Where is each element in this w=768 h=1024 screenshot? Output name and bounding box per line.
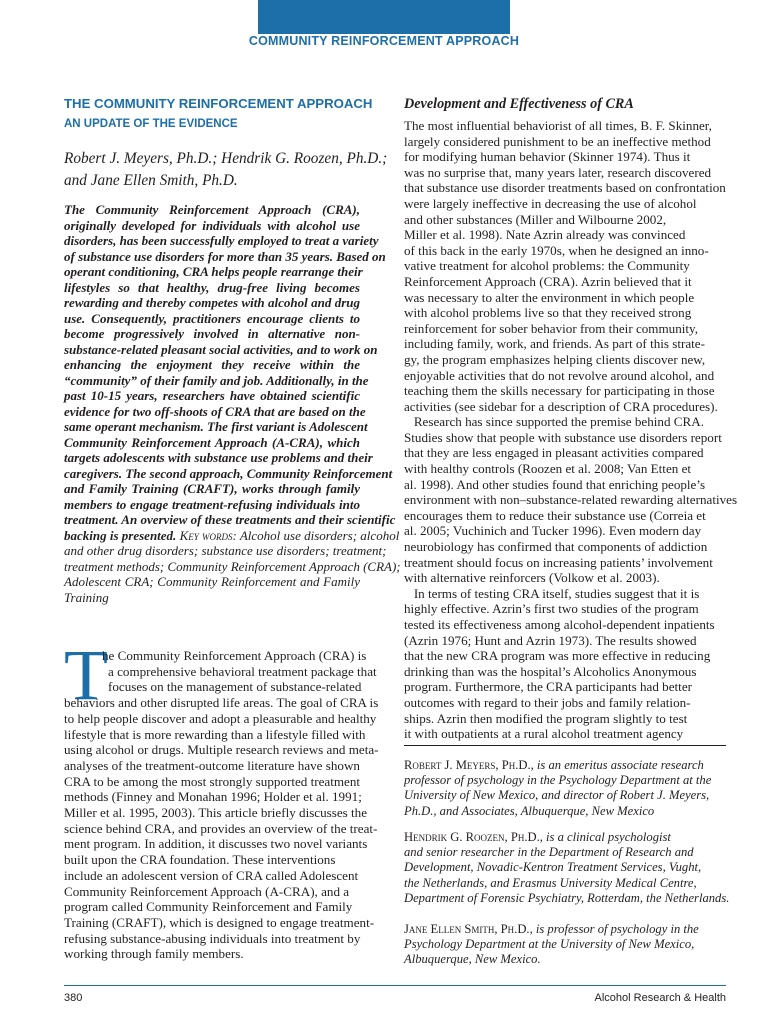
body-line: drinking than was the hospital’s Alcoholics Anonymous	[404, 663, 697, 679]
intro-line: lifestyle that is more rewarding than a lifestyle filled with	[64, 726, 366, 742]
intro-line: science behind CRA, and provides an overview of the treat-	[64, 820, 378, 836]
body-line: gy, the program emphasizes helping clients discover new,	[404, 351, 706, 367]
body-line: treatment should focus on increasing patients’ involvement	[404, 554, 713, 570]
abstract-line: operant conditioning, CRA helps people rearrange their	[64, 264, 363, 279]
abstract-bold-tail: backing is presented.	[64, 527, 177, 543]
intro-line: to help people discover and adopt a pleasurable and healthy	[64, 710, 377, 726]
bio-line: and senior researcher in the Department of Research and	[404, 845, 694, 860]
body-line: activities (see sidebar for a description of CRA procedures).	[404, 398, 718, 414]
intro-line: a comprehensive behavioral treatment package that	[108, 663, 377, 679]
abstract-line: The Community Reinforcement Approach (CRA),	[64, 202, 360, 217]
key-words-line: and other drug disorders; substance use disorders; treatment;	[64, 543, 387, 558]
bio-name: Hendrik G. Roozen, Ph.D.,	[404, 830, 543, 844]
intro-line: Training (CRAFT), which is designed to engage treatment-	[64, 914, 375, 930]
bio-name: Robert J. Meyers, Ph.D.,	[404, 758, 534, 772]
abstract-line: enhancing the enjoyment they receive within the	[64, 357, 360, 372]
body-line: tested its effectiveness among alcohol-dependent inpatients	[404, 617, 715, 632]
drop-cap: T	[64, 635, 108, 715]
abstract-line: use. Consequently, practitioners encourage clients to	[64, 310, 360, 326]
abstract-line: of substance use disorders for more than 35 years. Based on	[64, 248, 386, 264]
bio-line: professor of psychology in the Psychology Department at the	[404, 773, 712, 788]
body-line: program. Furthermore, the CRA participants had better	[404, 679, 692, 695]
intro-line: focuses on the management of substance-related	[108, 679, 362, 695]
abstract-line: treatment. An overview of these treatments and their scientific	[64, 512, 396, 527]
body-line: largely considered punishment to be an ineffective method	[404, 133, 711, 149]
intro-line: Miller et al. 1995, 2003). This article briefly discusses the	[64, 805, 368, 821]
body-line: for modifying human behavior (Skinner 1974). Thus it	[404, 149, 691, 165]
intro-line: he Community Reinforcement Approach (CRA) is	[102, 648, 367, 663]
intro-line: include an adolescent version of CRA called Adolescent	[64, 867, 359, 883]
bio-line: Albuquerque, New Mexico.	[404, 952, 541, 967]
body-line: highly effective. Azrin’s first two studies of the program	[404, 601, 699, 617]
abstract-line: past 10-15 years, researchers have obtained scientific	[64, 388, 360, 403]
body-line: including family, work, and friends. As part of this strate-	[404, 336, 705, 352]
body-line: encourages them to reduce their substance use (Correia et	[404, 507, 706, 523]
author-bio	[404, 758, 728, 819]
intro-line: built upon the CRA foundation. These interventions	[64, 852, 336, 868]
body-line: of this back in the early 1970s, when he designed an inno-	[404, 242, 709, 258]
body-line: enjoyable activities that do not revolve around alcohol, and	[404, 367, 715, 383]
abstract-line: caregivers. The second approach, Community Reinforcement	[64, 465, 393, 481]
key-words-line: treatment methods; Community Reinforcement Approach (CRA);	[64, 558, 401, 574]
abstract-line: rewarding and thereby competes with alcohol and drug	[64, 295, 360, 310]
body-line: Research has since supported the premise behind CRA.	[404, 414, 704, 430]
article-subtitle: AN UPDATE OF THE EVIDENCE	[64, 118, 238, 130]
intro-line: Community Reinforcement Approach (A-CRA), and a	[64, 883, 350, 899]
abstract-line: substance-related pleasant social activities, and to work on	[64, 341, 378, 357]
abstract-keywords-first-line	[64, 527, 400, 544]
author-list	[64, 148, 388, 192]
key-words-line: Training	[64, 589, 109, 605]
intro-line: using alcohol or drugs. Multiple research reviews and meta-	[64, 742, 379, 758]
body-line: neurobiology has confirmed that components of addiction	[404, 539, 708, 555]
key-words-label: Key words:	[179, 527, 237, 543]
body-line: In terms of testing CRA itself, studies suggest that it is	[404, 585, 700, 601]
abstract-line: Community Reinforcement Approach (A-CRA), which	[64, 434, 360, 450]
body-line: was no surprise that, many years later, research discovered	[404, 164, 712, 180]
bio-line: Development, Novadic-Kentron Treatment Services, Vught,	[404, 860, 702, 875]
body-line: that substance use disorder treatments based on confrontation	[404, 180, 726, 196]
body-line: was necessary to alter the environment in which people	[404, 289, 695, 305]
body-line: teaching them the skills necessary for participating in those	[404, 383, 715, 399]
author-bio	[404, 830, 728, 906]
body-line: it with outpatients at a rural alcohol treatment agency	[404, 726, 684, 742]
body-line: with alternative reinforcers (Volkow et al. 2003).	[404, 570, 660, 586]
body-line: ships. Azrin then modified the program slightly to test	[404, 710, 688, 726]
author-line: and Jane Ellen Smith, Ph.D.	[64, 172, 238, 189]
bio-line: the Netherlands, and Erasmus University Medical Centre,	[404, 875, 697, 890]
journal-name: Alcohol Research & Health	[594, 992, 726, 1004]
section-heading: Development and Effectiveness of CRA	[404, 96, 634, 112]
intro-line: working through family members.	[64, 946, 244, 962]
abstract-line: same operant mechanism. The first variant is Adolescent	[64, 419, 368, 434]
abstract-line: originally developed for individuals with alcohol use	[64, 217, 360, 233]
intro-line: behaviors and other disrupted life areas. The goal of CRA is	[64, 695, 379, 711]
body-line: al. 2005; Vuchinich and Tucker 1996). Even modern day	[404, 523, 702, 539]
abstract-line: evidence for two off-shoots of CRA that are based on the	[64, 403, 366, 419]
intro-line: program called Community Reinforcement and Family	[64, 899, 353, 915]
body-line: Miller et al. 1998). Nate Azrin already was convinced	[404, 227, 686, 243]
abstract	[64, 202, 401, 605]
abstract-line: disorders, has been successfully employed to treat a variety	[64, 233, 379, 248]
abstract-line: members to engage treatment-refusing individuals into	[64, 496, 360, 512]
author-line: Robert J. Meyers, Ph.D.; Hendrik G. Roozen, Ph.D.;	[64, 150, 388, 167]
bio-line: Ph.D., and Associates, Albuquerque, New Mexico	[404, 803, 655, 818]
body-line: that the new CRA program was more effective in reducing	[404, 648, 711, 664]
bio-line: University of New Mexico, and director of Robert J. Meyers,	[404, 788, 710, 803]
page-number: 380	[64, 992, 83, 1004]
body-line: The most influential behaviorist of all times, B. F. Skinner,	[404, 118, 712, 133]
bio-text: is a clinical psychologist	[542, 830, 671, 844]
intro-text	[64, 648, 382, 962]
body-line: were largely ineffective in decreasing the use of alcohol	[404, 195, 697, 211]
bio-text: is professor of psychology in the	[532, 922, 699, 936]
body-line: al. 1998). And other studies found that enriching people’s	[404, 476, 706, 492]
body-line: Reinforcement Approach (CRA). Azrin believed that it	[404, 273, 692, 289]
body-line: environment with non–substance-related rewarding alternatives	[404, 492, 738, 508]
right-column-text	[404, 118, 738, 742]
bio-name: Jane Ellen Smith, Ph.D.,	[404, 922, 533, 936]
body-line: (Azrin 1976; Hunt and Azrin 1973). The results showed	[404, 632, 697, 648]
article-title: THE COMMUNITY REINFORCEMENT APPROACH	[64, 96, 373, 111]
intro-line: methods (Finney and Monahan 1996; Holder et al. 1991;	[64, 789, 362, 805]
body-line: outcomes with regard to their jobs and family relation-	[404, 694, 691, 710]
key-words-text: Alcohol use disorders; alcohol	[236, 527, 400, 543]
bio-divider	[404, 745, 726, 746]
body-line: Studies show that people with substance use disorders report	[404, 429, 722, 445]
intro-line: refusing substance-abusing individuals into treatment by	[64, 930, 361, 946]
bio-line: Psychology Department at the University of New Mexico,	[404, 937, 695, 952]
intro-line: analyses of the treatment-outcome literature have shown	[64, 757, 360, 773]
body-line: with healthy controls (Roozen et al. 2008; Van Etten et	[404, 461, 692, 477]
header-color-bar	[258, 0, 510, 34]
abstract-line: “community” of their family and job. Additionally, in the	[64, 372, 369, 388]
body-line: and other substances (Miller and Wilbourne 2002,	[404, 211, 667, 227]
body-line: with alcohol problems live so that they received strong	[404, 305, 692, 321]
intro-line: CRA to be among the most strongly supported treatment	[64, 773, 361, 789]
abstract-line: become progressively involved in alternative non-	[64, 326, 360, 341]
intro-line: ment program. In addition, it discusses two novel variants	[64, 836, 368, 852]
author-bio	[404, 922, 728, 968]
key-words-line: Adolescent CRA; Community Reinforcement and Family	[64, 574, 360, 589]
body-line: vative treatment for alcohol problems: the Community	[404, 258, 690, 274]
abstract-line: and Family Training (CRAFT), works through family	[64, 481, 360, 496]
body-line: that they are less engaged in pleasant activities compared	[404, 445, 704, 461]
body-line: reinforcement for sober behavior from their community,	[404, 320, 699, 336]
bio-text: is an emeritus associate research	[533, 758, 704, 772]
footer-rule	[64, 985, 726, 986]
abstract-line: lifestyles so that healthy, drug-free living becomes	[64, 279, 360, 295]
running-head: COMMUNITY REINFORCEMENT APPROACH	[248, 34, 520, 48]
bio-line: Department of Forensic Psychiatry, Rotterdam, the Netherlands.	[404, 890, 730, 905]
abstract-line: targets adolescents with substance use problems and their	[64, 450, 373, 465]
